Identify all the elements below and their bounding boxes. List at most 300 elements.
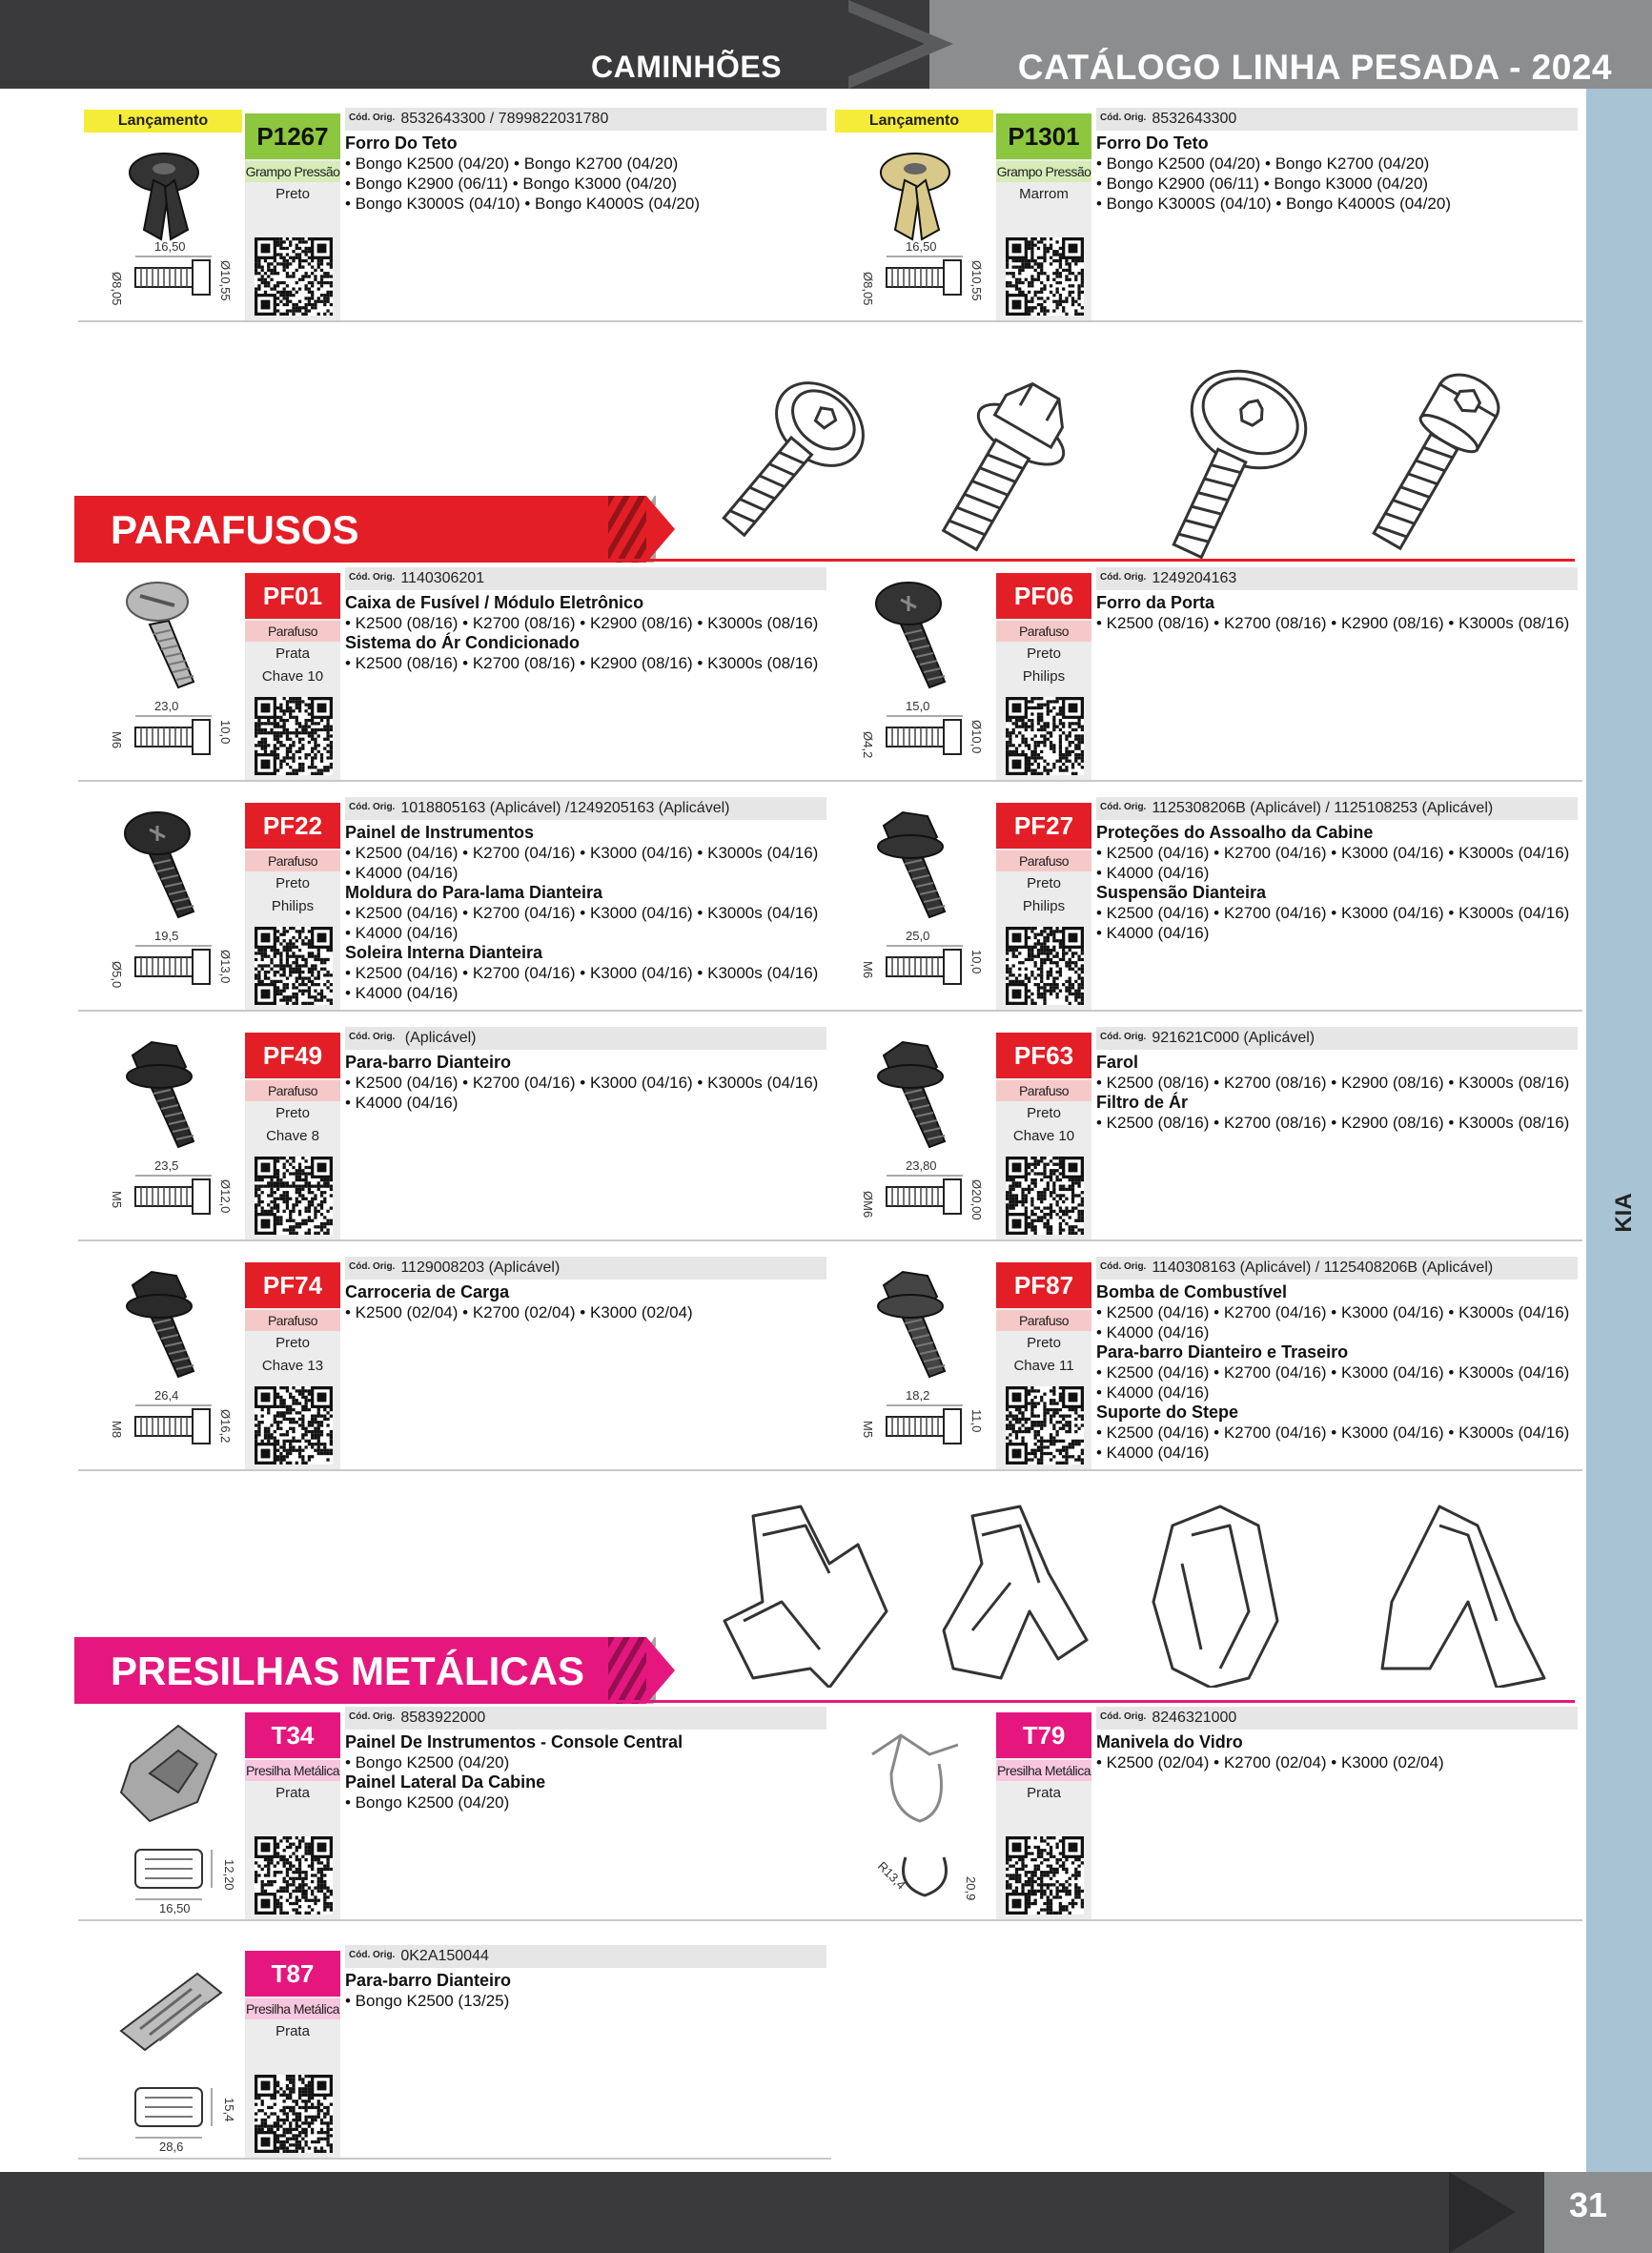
- product-card-p1301: [829, 108, 1582, 322]
- orig-code-value: (Aplicável): [400, 1030, 477, 1046]
- application-vehicles: • K2500 (04/16) • K2700 (04/16) • K3000 (04/16) • K3000s (04/16): [345, 964, 819, 982]
- dimension-label: R13,4: [874, 1858, 909, 1893]
- product-card-p1267: [78, 108, 831, 322]
- product-images: [78, 1945, 242, 2160]
- orig-code-label: Cód. Orig.: [349, 572, 396, 583]
- product-drive: [245, 2044, 340, 2065]
- product-color: Preto: [275, 875, 310, 891]
- page-number-box: [1544, 2172, 1652, 2253]
- product-card-pf74: [78, 1257, 831, 1471]
- application-title: Suporte do Stepe: [1096, 1403, 1239, 1422]
- orig-code-label: Cód. Orig.: [1100, 1032, 1147, 1042]
- applications-list: [345, 593, 831, 673]
- original-code-bar: [1096, 797, 1578, 820]
- product-photo: [112, 1036, 226, 1151]
- product-images: [78, 108, 242, 322]
- dimension-label: Ø20,00: [969, 1179, 984, 1220]
- orig-code-label: Cód. Orig.: [1100, 1261, 1147, 1272]
- product-drive: [996, 1806, 1091, 1827]
- product-card-pf63: [829, 1027, 1582, 1241]
- product-drive: Chave 11: [1013, 1358, 1074, 1374]
- application-vehicles: • Bongo K2900 (06/11) • Bongo K3000 (04/20): [345, 174, 678, 193]
- product-description: [1096, 108, 1582, 322]
- product-drive: Chave 8: [266, 1128, 319, 1144]
- qr-code[interactable]: [1006, 1386, 1084, 1464]
- dimension-label: 25,0: [906, 929, 930, 943]
- dimension-label: Ø12,0: [218, 1179, 233, 1214]
- product-card-pf06: [829, 567, 1582, 782]
- product-color: Preto: [1027, 1335, 1061, 1351]
- dimension-label: 15,0: [906, 699, 930, 713]
- qr-code[interactable]: [1006, 1836, 1084, 1915]
- dimension-label: 23,80: [906, 1158, 937, 1173]
- qr-code[interactable]: [255, 2075, 333, 2153]
- product-info: [245, 573, 340, 780]
- product-drive: Philips: [1022, 898, 1066, 914]
- application-vehicles: • K2500 (04/16) • K2700 (04/16) • K3000 (04/16) • K3000s (04/16): [345, 844, 819, 862]
- original-code-bar: [345, 1707, 826, 1730]
- applications-list: [1096, 823, 1582, 943]
- technical-drawing: [88, 929, 240, 1005]
- product-info: [996, 803, 1091, 1010]
- orig-code-label: Cód. Orig.: [349, 113, 396, 123]
- application-title: Painel De Instrumentos - Console Central: [345, 1732, 683, 1751]
- product-photo: [112, 577, 226, 691]
- application-title: Soleira Interna Dianteira: [345, 943, 543, 962]
- product-code: PF01: [245, 573, 340, 619]
- product-type: Parafuso: [996, 621, 1091, 642]
- product-photo: [112, 134, 226, 249]
- dimension-label: M6: [861, 961, 875, 979]
- dimension-label: Ø4,2: [861, 731, 875, 759]
- applications-list: [1096, 1732, 1582, 1772]
- original-code-bar: [1096, 108, 1578, 131]
- technical-drawing: [88, 699, 240, 775]
- orig-code-value: 921621C000 (Aplicável): [1152, 1030, 1315, 1046]
- applications-list: [345, 1732, 831, 1813]
- product-description: [1096, 1257, 1582, 1471]
- application-title: Bomba de Combustível: [1096, 1282, 1288, 1301]
- product-color: Prata: [275, 2023, 310, 2039]
- dimension-label: 10,0: [969, 950, 984, 974]
- qr-code[interactable]: [255, 697, 333, 775]
- technical-drawing: [839, 699, 991, 775]
- product-info: [996, 573, 1091, 780]
- application-vehicles: • K2500 (04/16) • K2700 (04/16) • K3000 (04/16) • K3000s (04/16): [1096, 1363, 1570, 1382]
- product-color: Prata: [275, 645, 310, 662]
- product-info: [996, 113, 1091, 320]
- product-drive: Chave 10: [261, 668, 324, 685]
- product-photo: [112, 1716, 226, 1831]
- application-title: Forro Do Teto: [1096, 133, 1209, 153]
- dimension-label: 26,4: [154, 1388, 179, 1403]
- product-color: Preto: [1027, 1105, 1061, 1121]
- qr-code[interactable]: [255, 1157, 333, 1235]
- product-color: Marrom: [1019, 186, 1069, 202]
- application-title: Manivela do Vidro: [1096, 1732, 1243, 1751]
- application-vehicles: • K2500 (04/16) • K2700 (04/16) • K3000 (04/16) • K3000s (04/16): [1096, 1303, 1570, 1321]
- original-code-bar: [345, 108, 826, 131]
- original-code-bar: [345, 797, 826, 820]
- product-images: [78, 1257, 242, 1471]
- product-card-pf27: [829, 797, 1582, 1012]
- orig-code-value: 1125308206B (Aplicável) / 1125108253 (Aplicável): [1152, 800, 1494, 816]
- application-vehicles: • K4000 (04/16): [1096, 1383, 1210, 1402]
- application-title: Painel de Instrumentos: [345, 823, 535, 842]
- metal-clips-section-banner: [74, 1637, 670, 1704]
- product-color: Prata: [1027, 1785, 1061, 1801]
- page-footer: [0, 2172, 1652, 2253]
- application-title: Farol: [1096, 1053, 1139, 1072]
- dimension-label: M6: [110, 731, 124, 749]
- product-drive: [245, 1806, 340, 1827]
- orig-code-value: 0K2A150044: [400, 1948, 489, 1964]
- dimension-label: 23,5: [154, 1158, 179, 1173]
- product-type: Parafuso: [245, 621, 340, 642]
- original-code-bar: [1096, 567, 1578, 590]
- original-code-bar: [1096, 1027, 1578, 1050]
- application-vehicles: • Bongo K3000S (04/10) • Bongo K4000S (04/20): [345, 195, 700, 213]
- product-color: Preto: [1027, 645, 1061, 662]
- application-vehicles: • K2500 (08/16) • K2700 (08/16) • K2900 (08/16) • K3000s (08/16): [1096, 614, 1570, 632]
- product-info: [245, 1951, 340, 2158]
- dimension-label: Ø16,2: [218, 1409, 233, 1444]
- product-description: [345, 108, 831, 322]
- orig-code-label: Cód. Orig.: [1100, 572, 1147, 583]
- product-images: [829, 567, 993, 782]
- application-title: Forro Do Teto: [345, 133, 458, 153]
- technical-drawing: [839, 1158, 991, 1235]
- dimension-label: 15,4: [222, 2098, 236, 2122]
- product-card-pf01: [78, 567, 831, 782]
- screws-illustration: [715, 353, 1573, 563]
- product-images: [829, 1707, 993, 1921]
- application-vehicles: • K4000 (04/16): [1096, 1323, 1210, 1342]
- product-code: PF63: [996, 1033, 1091, 1078]
- application-vehicles: • Bongo K2500 (04/20): [345, 1793, 510, 1812]
- product-color: Preto: [1027, 875, 1061, 891]
- application-title: Filtro de Ár: [1096, 1093, 1189, 1112]
- application-vehicles: • K2500 (04/16) • K2700 (04/16) • K3000 (04/16) • K3000s (04/16): [1096, 844, 1570, 862]
- application-vehicles: • K2500 (04/16) • K2700 (04/16) • K3000 (04/16) • K3000s (04/16): [345, 1074, 819, 1092]
- product-photo: [863, 1036, 977, 1151]
- technical-drawing: [839, 1388, 991, 1464]
- dimension-label: 23,0: [154, 699, 179, 713]
- product-type: Grampo Pressão: [996, 161, 1091, 182]
- product-photo: [863, 1266, 977, 1381]
- dimension-label: Ø13,0: [218, 950, 233, 984]
- qr-code[interactable]: [255, 237, 333, 316]
- applications-list: [345, 1971, 831, 2011]
- product-images: [829, 797, 993, 1012]
- product-description: [1096, 567, 1582, 782]
- applications-list: [345, 133, 831, 214]
- product-code: PF27: [996, 803, 1091, 849]
- application-vehicles: • K2500 (02/04) • K2700 (02/04) • K3000 (02/04): [345, 1303, 693, 1321]
- dimension-label: 16,50: [154, 239, 186, 254]
- application-vehicles: • Bongo K2500 (04/20) • Bongo K2700 (04/20): [345, 154, 679, 173]
- orig-code-label: Cód. Orig.: [1100, 113, 1147, 123]
- dimension-label: 18,2: [906, 1388, 930, 1403]
- product-code: PF49: [245, 1033, 340, 1078]
- dimension-label: ØM6: [861, 1191, 875, 1219]
- application-vehicles: • K2500 (02/04) • K2700 (02/04) • K3000 (02/04): [1096, 1753, 1444, 1772]
- product-card-pf22: [78, 797, 831, 1012]
- product-photo: [112, 1955, 226, 2069]
- product-code: T87: [245, 1951, 340, 1997]
- launch-badge: Lançamento: [84, 110, 242, 133]
- product-photo: [112, 807, 226, 921]
- original-code-bar: [345, 1027, 826, 1050]
- catalog-title: CATÁLOGO LINHA PESADA - 2024: [1017, 48, 1612, 87]
- application-title: Painel Lateral Da Cabine: [345, 1772, 546, 1792]
- qr-code[interactable]: [1006, 237, 1084, 316]
- application-title: Sistema do Ár Condicionado: [345, 633, 581, 652]
- product-drive: Chave 10: [1012, 1128, 1075, 1144]
- applications-list: [1096, 593, 1582, 633]
- original-code-bar: [345, 1945, 826, 1968]
- product-code: P1301: [996, 113, 1091, 159]
- product-description: [345, 1945, 831, 2160]
- dimension-label: M5: [110, 1191, 124, 1209]
- orig-code-label: Cód. Orig.: [349, 802, 396, 812]
- qr-code[interactable]: [1006, 697, 1084, 775]
- product-description: [1096, 1707, 1582, 1921]
- product-photo: [112, 1266, 226, 1381]
- original-code-bar: [345, 1257, 826, 1280]
- applications-list: [345, 823, 831, 1003]
- product-description: [1096, 797, 1582, 1012]
- technical-drawing: [88, 1158, 240, 1235]
- orig-code-label: Cód. Orig.: [349, 1261, 396, 1272]
- orig-code-label: Cód. Orig.: [1100, 802, 1147, 812]
- product-color: Preto: [275, 1105, 310, 1121]
- screws-section-rule: [74, 559, 1575, 562]
- product-code: P1267: [245, 113, 340, 159]
- product-images: [78, 1027, 242, 1241]
- application-vehicles: • K2500 (08/16) • K2700 (08/16) • K2900 (08/16) • K3000s (08/16): [1096, 1074, 1570, 1092]
- product-info: [996, 1262, 1091, 1469]
- applications-list: [1096, 133, 1582, 214]
- dimension-label: M5: [861, 1421, 875, 1439]
- product-color: Preto: [275, 186, 310, 202]
- dimension-label: Ø5,0: [110, 961, 124, 989]
- product-type: Grampo Pressão: [245, 161, 340, 182]
- product-info: [245, 1712, 340, 1919]
- application-title: Carroceria de Carga: [345, 1282, 510, 1301]
- orig-code-value: 8246321000: [1152, 1710, 1237, 1726]
- product-images: [829, 1257, 993, 1471]
- product-photo: [863, 134, 977, 249]
- product-code: T34: [245, 1712, 340, 1758]
- application-vehicles: • Bongo K3000S (04/10) • Bongo K4000S (04/20): [1096, 195, 1451, 213]
- product-code: T79: [996, 1712, 1091, 1758]
- product-type: Parafuso: [996, 1310, 1091, 1331]
- qr-code[interactable]: [255, 1386, 333, 1464]
- metal-clips-section-rule: [74, 1700, 1575, 1703]
- orig-code-label: Cód. Orig.: [349, 1711, 396, 1722]
- product-info: [245, 113, 340, 320]
- product-color: Preto: [275, 1335, 310, 1351]
- dimension-label: 20,9: [964, 1876, 978, 1901]
- application-vehicles: • K2500 (04/16) • K2700 (04/16) • K3000 (04/16) • K3000s (04/16): [1096, 1423, 1570, 1442]
- technical-drawing: [839, 1838, 991, 1915]
- product-description: [1096, 1027, 1582, 1241]
- original-code-bar: [1096, 1257, 1578, 1280]
- orig-code-value: 8532643300: [1152, 111, 1237, 127]
- product-info: [245, 1033, 340, 1239]
- application-vehicles: • K2500 (08/16) • K2700 (08/16) • K2900 (08/16) • K3000s (08/16): [345, 654, 819, 672]
- page-number: 31: [1569, 2185, 1608, 2224]
- dimension-label: 16,50: [159, 1901, 191, 1915]
- qr-code[interactable]: [255, 927, 333, 1005]
- product-type: Parafuso: [245, 1310, 340, 1331]
- application-vehicles: • Bongo K2500 (04/20) • Bongo K2700 (04/20): [1096, 154, 1430, 173]
- applications-list: [345, 1053, 831, 1113]
- original-code-bar: [1096, 1707, 1578, 1730]
- product-info: [996, 1033, 1091, 1239]
- application-title: Suspensão Dianteira: [1096, 883, 1267, 902]
- brand-side-tab: [1586, 89, 1652, 2172]
- dimension-label: 12,20: [222, 1859, 236, 1891]
- product-card-pf49: [78, 1027, 831, 1241]
- orig-code-value: 1249204163: [1152, 570, 1237, 586]
- screws-section-banner: [74, 496, 670, 563]
- application-vehicles: • K4000 (04/16): [345, 924, 459, 942]
- product-card-t87: [78, 1945, 831, 2160]
- application-vehicles: • K4000 (04/16): [345, 984, 459, 1002]
- product-card-t79: [829, 1707, 1582, 1921]
- metal-clips-section-title: PRESILHAS METÁLICAS: [111, 1649, 585, 1693]
- screws-section-title: PARAFUSOS: [111, 507, 359, 552]
- orig-code-value: 1129008203 (Aplicável): [400, 1260, 561, 1276]
- applications-list: [1096, 1053, 1582, 1133]
- application-vehicles: • K2500 (08/16) • K2700 (08/16) • K2900 (08/16) • K3000s (08/16): [345, 614, 819, 632]
- launch-badge: Lançamento: [835, 110, 993, 133]
- orig-code-label: Cód. Orig.: [349, 1032, 396, 1042]
- application-vehicles: • K4000 (04/16): [345, 1094, 459, 1112]
- orig-code-value: 1140306201: [400, 570, 485, 586]
- application-title: Para-barro Dianteiro: [345, 1971, 512, 1990]
- qr-code[interactable]: [1006, 927, 1084, 1005]
- product-code: PF22: [245, 803, 340, 849]
- metal-clips-illustration: [696, 1497, 1573, 1688]
- application-vehicles: • K2500 (08/16) • K2700 (08/16) • K2900 (08/16) • K3000s (08/16): [1096, 1114, 1570, 1132]
- product-photo: [863, 577, 977, 691]
- dimension-label: 19,5: [154, 929, 179, 943]
- product-description: [345, 1707, 831, 1921]
- section-label: CAMINHÕES: [591, 50, 783, 84]
- application-title: Caixa de Fusível / Módulo Eletrônico: [345, 593, 644, 612]
- orig-code-label: Cód. Orig.: [349, 1950, 396, 1960]
- dimension-label: M8: [110, 1421, 124, 1439]
- dimension-label: 10,0: [218, 720, 233, 745]
- product-info: [245, 803, 340, 1010]
- qr-code[interactable]: [255, 1836, 333, 1915]
- dimension-label: 28,6: [159, 2140, 184, 2153]
- product-drive: Chave 13: [261, 1358, 324, 1374]
- application-vehicles: • K4000 (04/16): [1096, 864, 1210, 882]
- dimension-label: Ø10,55: [969, 260, 984, 301]
- application-vehicles: • K4000 (04/16): [1096, 924, 1210, 942]
- application-vehicles: • K2500 (04/16) • K2700 (04/16) • K3000 (04/16) • K3000s (04/16): [1096, 904, 1570, 922]
- orig-code-value: 1018805163 (Aplicável) /1249205163 (Aplicável): [400, 800, 730, 816]
- product-type: Parafuso: [245, 850, 340, 871]
- applications-list: [345, 1282, 831, 1322]
- product-images: [78, 1707, 242, 1921]
- product-color: Prata: [275, 1785, 310, 1801]
- dimension-label: 16,50: [906, 239, 937, 254]
- product-type: Parafuso: [996, 850, 1091, 871]
- product-type: Presilha Metálica: [245, 1998, 340, 2019]
- application-vehicles: • Bongo K2500 (04/20): [345, 1753, 510, 1772]
- product-type: Presilha Metálica: [996, 1760, 1091, 1781]
- dimension-label: Ø8,05: [110, 272, 124, 306]
- product-code: PF74: [245, 1262, 340, 1308]
- qr-code[interactable]: [1006, 1157, 1084, 1235]
- product-info: [996, 1712, 1091, 1919]
- product-type: Presilha Metálica: [245, 1760, 340, 1781]
- application-title: Proteções do Assoalho da Cabine: [1096, 823, 1374, 842]
- product-info: [245, 1262, 340, 1469]
- application-title: Moldura do Para-lama Dianteira: [345, 883, 603, 902]
- product-card-t34: [78, 1707, 831, 1921]
- orig-code-value: 1140308163 (Aplicável) / 1125408206B (Aplicável): [1152, 1260, 1494, 1276]
- product-description: [345, 1027, 831, 1241]
- brand-label: KIA: [1611, 1193, 1637, 1233]
- technical-drawing: [88, 1838, 240, 1915]
- product-drive: [996, 207, 1091, 228]
- technical-drawing: [88, 239, 240, 316]
- application-title: Forro da Porta: [1096, 593, 1215, 612]
- original-code-bar: [345, 567, 826, 590]
- product-images: [78, 797, 242, 1012]
- application-title: Para-barro Dianteiro: [345, 1053, 512, 1072]
- technical-drawing: [839, 929, 991, 1005]
- product-drive: [245, 207, 340, 228]
- application-vehicles: • Bongo K2500 (13/25): [345, 1992, 510, 2010]
- dimension-label: Ø8,05: [861, 272, 875, 306]
- application-vehicles: • K4000 (04/16): [1096, 1444, 1210, 1462]
- dimension-label: Ø10,55: [218, 260, 233, 301]
- product-images: [829, 108, 993, 322]
- orig-code-value: 8532643300 / 7899822031780: [400, 111, 609, 127]
- dimension-label: 11,0: [969, 1409, 984, 1433]
- technical-drawing: [88, 2077, 240, 2153]
- dimension-label: Ø10,0: [969, 720, 984, 754]
- orig-code-label: Cód. Orig.: [1100, 1711, 1147, 1722]
- product-drive: Philips: [271, 898, 315, 914]
- application-vehicles: • K2500 (04/16) • K2700 (04/16) • K3000 (04/16) • K3000s (04/16): [345, 904, 819, 922]
- product-code: PF87: [996, 1262, 1091, 1308]
- product-type: Parafuso: [245, 1080, 340, 1101]
- product-description: [345, 797, 831, 1012]
- application-title: Para-barro Dianteiro e Traseiro: [1096, 1342, 1349, 1362]
- page-header: [0, 0, 1652, 89]
- product-photo: [863, 1716, 977, 1831]
- product-images: [829, 1027, 993, 1241]
- application-vehicles: • Bongo K2900 (06/11) • Bongo K3000 (04/20): [1096, 174, 1429, 193]
- product-drive: Philips: [1022, 668, 1066, 685]
- product-description: [345, 1257, 831, 1471]
- application-vehicles: • K4000 (04/16): [345, 864, 459, 882]
- product-description: [345, 567, 831, 782]
- technical-drawing: [839, 239, 991, 316]
- product-photo: [863, 807, 977, 921]
- orig-code-value: 8583922000: [400, 1710, 486, 1726]
- applications-list: [1096, 1282, 1582, 1463]
- product-images: [78, 567, 242, 782]
